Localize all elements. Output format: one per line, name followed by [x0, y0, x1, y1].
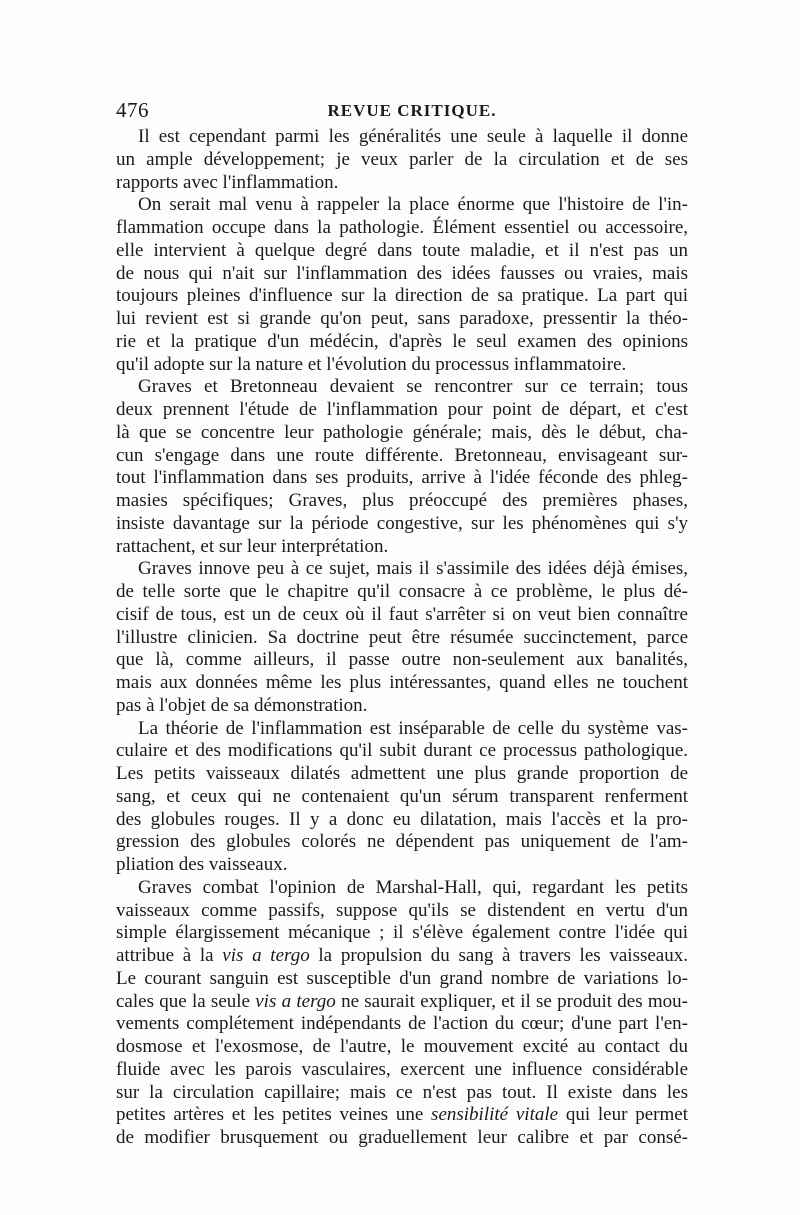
text-line: toujours pleines d'influence sur la direction de sa pratique. La part qui	[116, 285, 688, 307]
text-line	[116, 1104, 688, 1127]
text-line: pas à l'objet de sa démonstration.	[116, 694, 368, 716]
text-line: Graves innove peu à ce sujet, mais il s'assimile des idées déjà émises,	[138, 558, 688, 580]
text-line: masies spécifiques; Graves, plus préoccupé des premières phases,	[116, 490, 688, 511]
text-segment: ne saurait expliquer, et il se produit des mou-	[335, 990, 689, 1012]
text-line: que là, comme ailleurs, il passe outre non-seulement aux banalités,	[116, 649, 688, 671]
text-line: sur la circulation capillaire; mais ce n'est pas tout. Il existe dans les	[116, 1081, 688, 1103]
running-head: REVUE CRITIQUE.	[327, 101, 497, 120]
text-line: rapports avec l'inflammation.	[116, 171, 339, 193]
italic-phrase: vis a tergo	[255, 990, 336, 1012]
text-segment: attribue à la	[116, 945, 223, 966]
page-header	[116, 98, 688, 124]
text-line: Graves et Bretonneau devaient se rencontrer sur ce terrain; tous	[138, 376, 688, 398]
text-line: lui revient est si grande qu'on peut, sans paradoxe, pressentir la théo-	[116, 308, 688, 329]
text-segment: petites artères et les petites veines une	[116, 1104, 432, 1126]
text-segment: cales que la seule	[116, 990, 256, 1012]
text-line: de modifier brusquement ou graduellement leur calibre et par consé-	[116, 1127, 688, 1148]
text-line: qu'il adopte sur la nature et l'évolution du processus inflammatoire.	[116, 353, 627, 375]
text-line: cun s'engage dans une route différente. Bretonneau, envisageant sur-	[116, 444, 688, 466]
text-segment: qui leur permet	[558, 1104, 688, 1126]
text-line	[116, 991, 688, 1014]
text-line: de telle sorte que le chapitre qu'il consacre à ce problème, le plus dé-	[116, 581, 688, 602]
text-line: de nous qui n'ait sur l'inflammation des idées fausses ou vraies, mais	[116, 262, 688, 284]
text-line: mais aux données même les plus intéressantes, quand elles ne touchent	[116, 672, 688, 693]
text-segment: la propulsion du sang à travers les vaisseaux.	[309, 945, 688, 966]
text-line: insiste davantage sur la période congestive, sur les phénomènes qui s'y	[116, 512, 688, 534]
text-line: dosmose et l'exosmose, de l'autre, le mouvement excité au contact du	[116, 1036, 688, 1057]
text-line: culaire et des modifications qu'il subit durant ce processus pathologique.	[116, 740, 688, 762]
text-line: Le courant sanguin est susceptible d'un grand nombre de variations lo-	[116, 967, 688, 989]
text-line: Graves combat l'opinion de Marshal-Hall, qui, regardant les petits	[138, 876, 688, 898]
text-line: La théorie de l'inflammation est inséparable de celle du système vas-	[138, 717, 688, 739]
text-line: vaisseaux comme passifs, suppose qu'ils se distendent en vertu d'un	[116, 899, 688, 921]
page-number: 476	[116, 98, 149, 122]
text-line: tout l'inflammation dans ses produits, arrive à l'idée féconde des phleg-	[116, 467, 688, 489]
text-line: Les petits vaisseaux dilatés admettent une plus grande proportion de	[116, 763, 688, 784]
text-line: là que se concentre leur pathologie générale; mais, dès le début, cha-	[116, 421, 688, 443]
text-line: sang, et ceux qui ne contenaient qu'un sérum transparent renferment	[116, 785, 688, 807]
italic-phrase: sensibilité vitale	[431, 1104, 559, 1126]
text-line: pliation des vaisseaux.	[116, 854, 288, 875]
text-line: On serait mal venu à rappeler la place énorme que l'histoire de l'in-	[138, 194, 688, 216]
text-line: Il est cependant parmi les généralités une seule à laquelle il donne	[138, 126, 688, 147]
text-line: un ample développement; je veux parler de la circulation et de ses	[116, 148, 688, 170]
text-line: gression des globules colorés ne dépendent pas uniquement de l'am-	[116, 831, 688, 853]
text-line: elle intervient à quelque degré dans toute maladie, et il n'est pas un	[116, 239, 688, 261]
text-line: simple élargissement mécanique ; il s'élève également contre l'idée qui	[116, 922, 688, 944]
text-line: fluide avec les parois vasculaires, exercent une influence considérable	[116, 1058, 688, 1080]
text-line: flammation occupe dans la pathologie. Élément essentiel ou accessoire,	[116, 217, 688, 238]
text-line: l'illustre clinicien. Sa doctrine peut être résumée succinctement, parce	[116, 626, 688, 648]
italic-phrase: vis a tergo	[222, 945, 310, 966]
text-line: deux prennent l'étude de l'inflammation pour point de départ, et c'est	[116, 399, 688, 420]
text-line: rattachent, et sur leur interprétation.	[116, 535, 389, 557]
text-line: cisif de tous, est un de ceux où il faut s'arrêter si on veut bien connaître	[116, 603, 688, 625]
text-line: rie et la pratique d'un médécin, d'après le seul examen des opinions	[116, 330, 688, 352]
text-line: vements complétement indépendants de l'action du cœur; d'une part l'en-	[116, 1013, 688, 1035]
text-line	[116, 945, 688, 968]
body-text	[116, 126, 688, 1150]
text-line: des globules rouges. Il y a donc eu dilatation, mais l'accès et la pro-	[116, 808, 688, 830]
